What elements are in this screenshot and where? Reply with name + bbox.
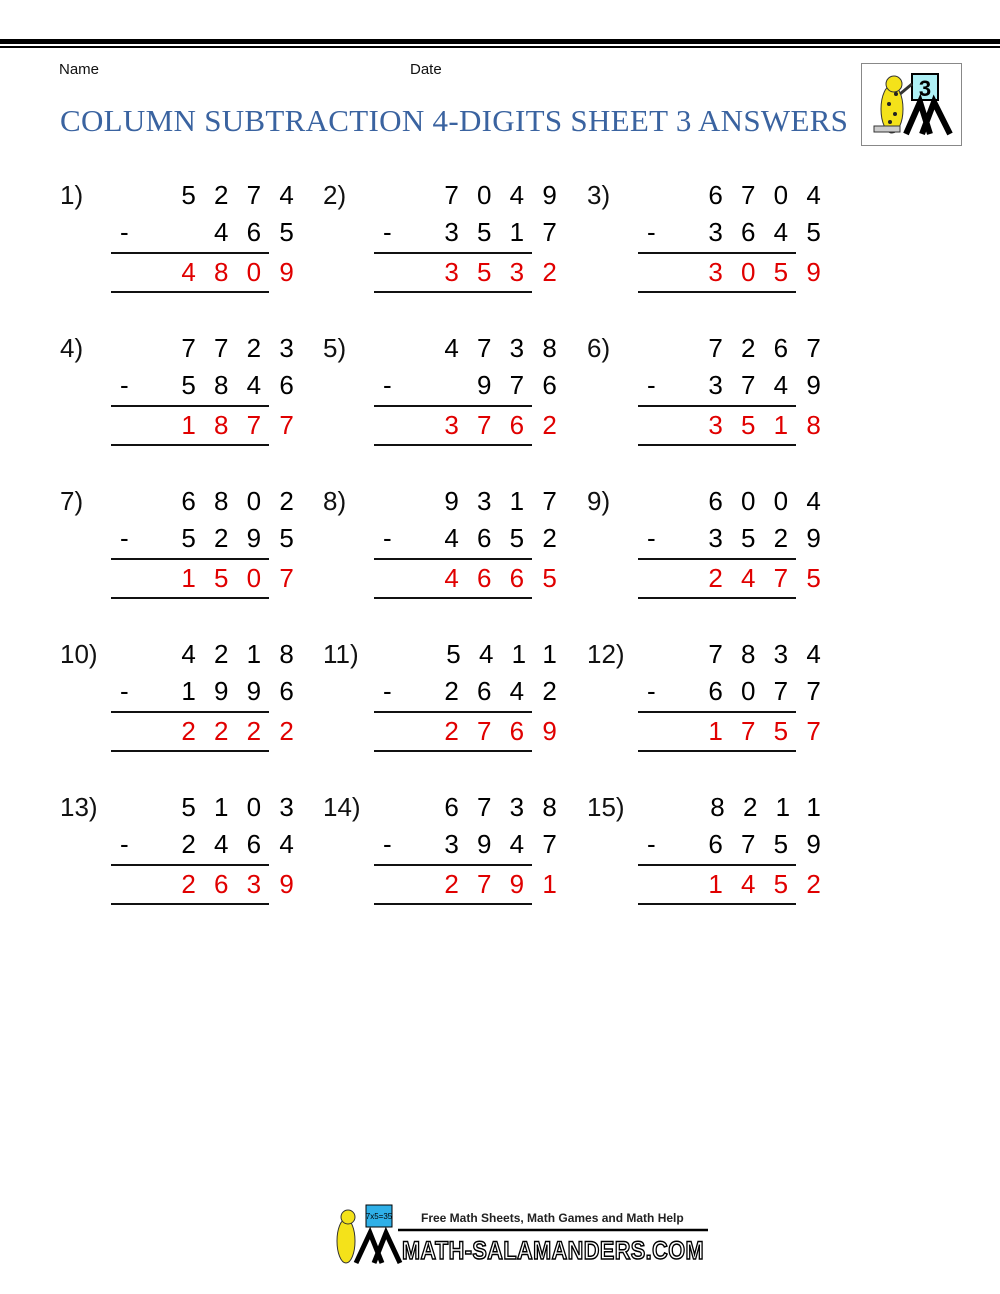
sum-line — [111, 252, 269, 254]
minus-sign: - — [120, 829, 129, 859]
logo-number: 3 — [918, 76, 932, 101]
answer-underline — [374, 903, 532, 905]
minuend: 9317 — [444, 486, 575, 516]
top-rule — [0, 39, 1000, 44]
problem-number: 13) — [60, 792, 98, 822]
problem-number: 2) — [323, 180, 347, 210]
minuend: 6004 — [708, 486, 839, 516]
subtrahend: 6759 — [708, 829, 839, 859]
answer-underline — [374, 444, 532, 446]
minus-sign: - — [120, 217, 129, 247]
minuend: 6802 — [181, 486, 312, 516]
subtrahend: 2642 — [444, 676, 575, 706]
problem-5 — [323, 333, 575, 483]
answer-underline — [111, 597, 269, 599]
answer-underline — [638, 903, 796, 905]
answer-underline — [111, 903, 269, 905]
problem-number: 6) — [587, 333, 611, 363]
problem-2 — [323, 180, 575, 330]
sum-line — [374, 711, 532, 713]
problem-15 — [587, 792, 839, 942]
answer-underline — [638, 597, 796, 599]
minus-sign: - — [647, 829, 656, 859]
subtrahend: 3645 — [708, 217, 839, 247]
answer: 1507 — [181, 563, 312, 593]
subtrahend: 6077 — [708, 676, 839, 706]
problem-number: 8) — [323, 486, 347, 516]
minus-sign: - — [120, 370, 129, 400]
problem-12 — [587, 639, 839, 789]
subtrahend: 3517 — [444, 217, 575, 247]
sum-line — [111, 864, 269, 866]
subtrahend: 976 — [477, 370, 575, 400]
answer: 2475 — [708, 563, 839, 593]
footer-logo — [326, 1203, 711, 1269]
footer-board-text: 7x5=35 — [365, 1212, 393, 1221]
sum-line — [638, 711, 796, 713]
problem-number: 9) — [587, 486, 611, 516]
answer: 2222 — [181, 716, 312, 746]
answer-underline — [638, 291, 796, 293]
subtrahend: 5295 — [181, 523, 312, 553]
minuend: 4738 — [444, 333, 575, 363]
page-title: COLUMN SUBTRACTION 4-DIGITS SHEET 3 ANSWERS — [60, 103, 849, 138]
answer-underline — [111, 444, 269, 446]
name-label: Name — [59, 61, 100, 78]
minuend: 8211 — [710, 792, 839, 822]
subtrahend: 5846 — [181, 370, 312, 400]
problem-number: 11) — [323, 639, 359, 669]
minus-sign: - — [383, 523, 392, 553]
answer: 1452 — [708, 869, 839, 899]
problem-6 — [587, 333, 839, 483]
problem-8 — [323, 486, 575, 636]
minuend: 5103 — [181, 792, 312, 822]
answer-underline — [374, 291, 532, 293]
sum-line — [374, 558, 532, 560]
minus-sign: - — [383, 217, 392, 247]
answer: 1877 — [181, 410, 312, 440]
minuend: 4218 — [181, 639, 312, 669]
minus-sign: - — [383, 676, 392, 706]
top-rule-thin — [0, 46, 1000, 48]
subtrahend: 1996 — [181, 676, 312, 706]
minuend: 5274 — [181, 180, 312, 210]
minuend: 6738 — [444, 792, 575, 822]
sum-line — [638, 558, 796, 560]
footer-site-name: MATH-SALAMANDERS.COM — [402, 1237, 704, 1265]
answer-underline — [638, 750, 796, 752]
answer: 3532 — [444, 257, 575, 287]
answer: 2791 — [444, 869, 575, 899]
minus-sign: - — [383, 829, 392, 859]
problem-number: 3) — [587, 180, 611, 210]
answer: 4809 — [181, 257, 312, 287]
subtrahend: 2464 — [181, 829, 312, 859]
subtrahend: 4652 — [444, 523, 575, 553]
subtrahend: 3529 — [708, 523, 839, 553]
minus-sign: - — [647, 217, 656, 247]
minuend: 7049 — [444, 180, 575, 210]
answer: 3518 — [708, 410, 839, 440]
sum-line — [111, 711, 269, 713]
sum-line — [638, 405, 796, 407]
minus-sign: - — [120, 676, 129, 706]
answer-underline — [638, 444, 796, 446]
minus-sign: - — [647, 370, 656, 400]
minuend: 5411 — [446, 639, 575, 669]
answer: 1757 — [708, 716, 839, 746]
answer: 2769 — [444, 716, 575, 746]
subtrahend: 465 — [214, 217, 312, 247]
date-label: Date — [410, 61, 442, 78]
footer-tagline: Free Math Sheets, Math Games and Math Help — [421, 1211, 684, 1225]
sum-line — [374, 405, 532, 407]
answer-underline — [374, 750, 532, 752]
answer: 3059 — [708, 257, 839, 287]
sum-line — [374, 252, 532, 254]
minus-sign: - — [647, 676, 656, 706]
problem-4 — [60, 333, 312, 483]
problem-number: 14) — [323, 792, 361, 822]
sum-line — [111, 558, 269, 560]
answer-underline — [111, 750, 269, 752]
minus-sign: - — [120, 523, 129, 553]
problem-7 — [60, 486, 312, 636]
subtrahend: 3749 — [708, 370, 839, 400]
sum-line — [638, 252, 796, 254]
answer-underline — [374, 597, 532, 599]
problem-13 — [60, 792, 312, 942]
problem-number: 15) — [587, 792, 625, 822]
sum-line — [638, 864, 796, 866]
minus-sign: - — [383, 370, 392, 400]
problem-14 — [323, 792, 575, 942]
salamander-logo — [861, 63, 962, 146]
sum-line — [374, 864, 532, 866]
minuend: 7723 — [181, 333, 312, 363]
problem-number: 4) — [60, 333, 84, 363]
problem-11 — [323, 639, 575, 789]
problem-3 — [587, 180, 839, 330]
minus-sign: - — [647, 523, 656, 553]
problem-number: 1) — [60, 180, 84, 210]
problem-number: 12) — [587, 639, 625, 669]
minuend: 6704 — [708, 180, 839, 210]
minuend: 7267 — [708, 333, 839, 363]
problem-10 — [60, 639, 312, 789]
answer: 3762 — [444, 410, 575, 440]
sum-line — [111, 405, 269, 407]
answer-underline — [111, 291, 269, 293]
answer: 2639 — [181, 869, 312, 899]
minuend: 7834 — [708, 639, 839, 669]
problem-number: 5) — [323, 333, 347, 363]
problem-9 — [587, 486, 839, 636]
subtrahend: 3947 — [444, 829, 575, 859]
problem-number: 7) — [60, 486, 84, 516]
answer: 4665 — [444, 563, 575, 593]
problem-number: 10) — [60, 639, 98, 669]
problem-1 — [60, 180, 312, 330]
